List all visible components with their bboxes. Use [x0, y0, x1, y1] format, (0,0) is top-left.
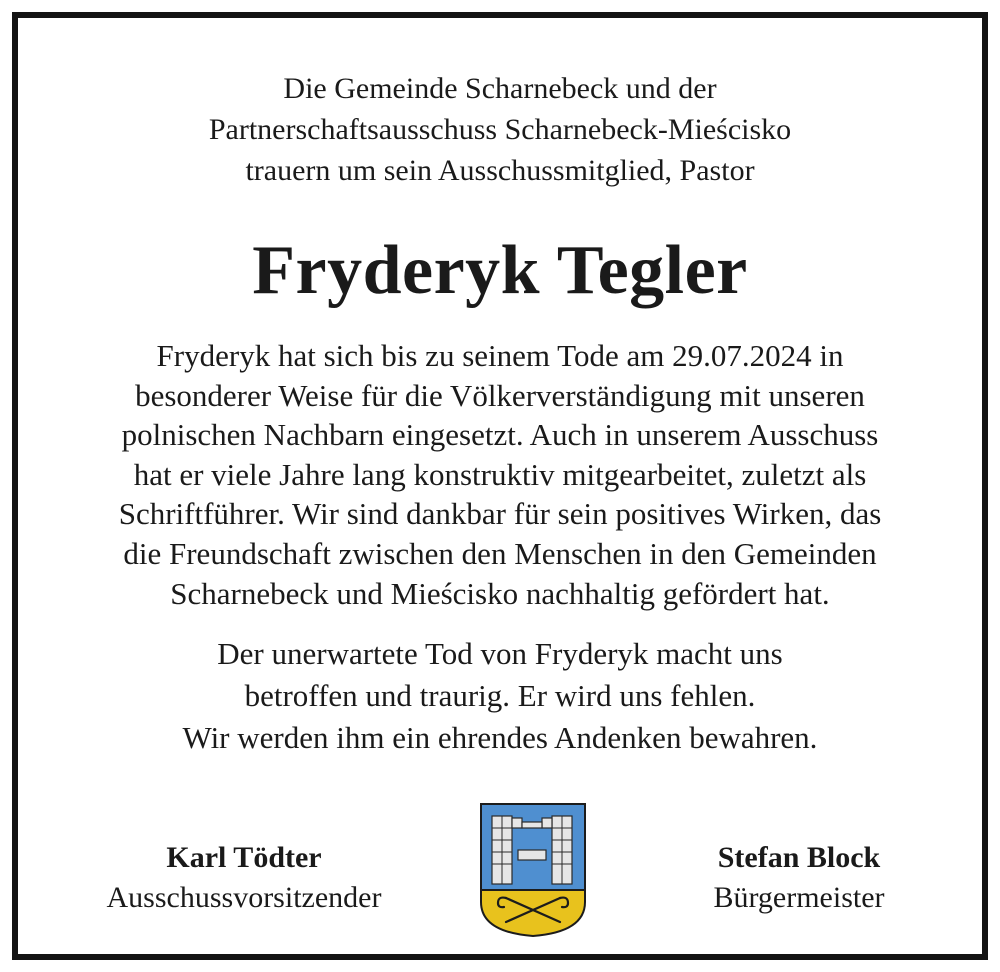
- obituary-border: [12, 12, 988, 960]
- paragraph-line: die Freundschaft zwischen den Menschen in den Gemeinden: [123, 535, 877, 571]
- deceased-name: Fryderyk Tegler: [252, 232, 748, 309]
- paragraph-line: besonderer Weise für die Völkerverständigung mit unseren: [135, 377, 865, 413]
- signatory-name: Stefan Block: [717, 841, 881, 874]
- paragraph-line: betroffen und traurig. Er wird uns fehlen.: [244, 678, 756, 713]
- intro-line: trauern um sein Ausschussmitglied, Pastor: [245, 154, 755, 187]
- signatory-left: [84, 838, 404, 918]
- signatory-role: Bürgermeister: [713, 881, 885, 914]
- paragraph-line: Schriftführer. Wir sind dankbar für sein positives Wirken, das: [118, 496, 882, 532]
- closing-paragraph: [18, 633, 982, 759]
- coat-of-arms-icon: [478, 802, 588, 937]
- paragraph-line: Scharnebeck und Mieścisko nachhaltig gefördert hat.: [170, 575, 830, 611]
- signatory-right: [684, 838, 914, 918]
- intro-line: Die Gemeinde Scharnebeck und der: [283, 72, 717, 105]
- paragraph-line: polnischen Nachbarn eingesetzt. Auch in unserem Ausschuss: [121, 417, 879, 453]
- signatory-role: Ausschussvorsitzender: [106, 881, 382, 914]
- paragraph-line: Wir werden ihm ein ehrendes Andenken bewahren.: [182, 720, 818, 755]
- intro-text: [18, 68, 982, 191]
- intro-line: Partnerschaftsausschuss Scharnebeck-Mieścisko: [208, 113, 792, 146]
- paragraph-line: Der unerwartete Tod von Fryderyk macht uns: [217, 636, 783, 671]
- tribute-paragraph: [18, 336, 982, 613]
- signatory-name: Karl Tödter: [166, 841, 322, 874]
- paragraph-line: hat er viele Jahre lang konstruktiv mitgearbeitet, zuletzt als: [133, 456, 867, 492]
- paragraph-line: Fryderyk hat sich bis zu seinem Tode am 29.07.2024 in: [156, 338, 844, 373]
